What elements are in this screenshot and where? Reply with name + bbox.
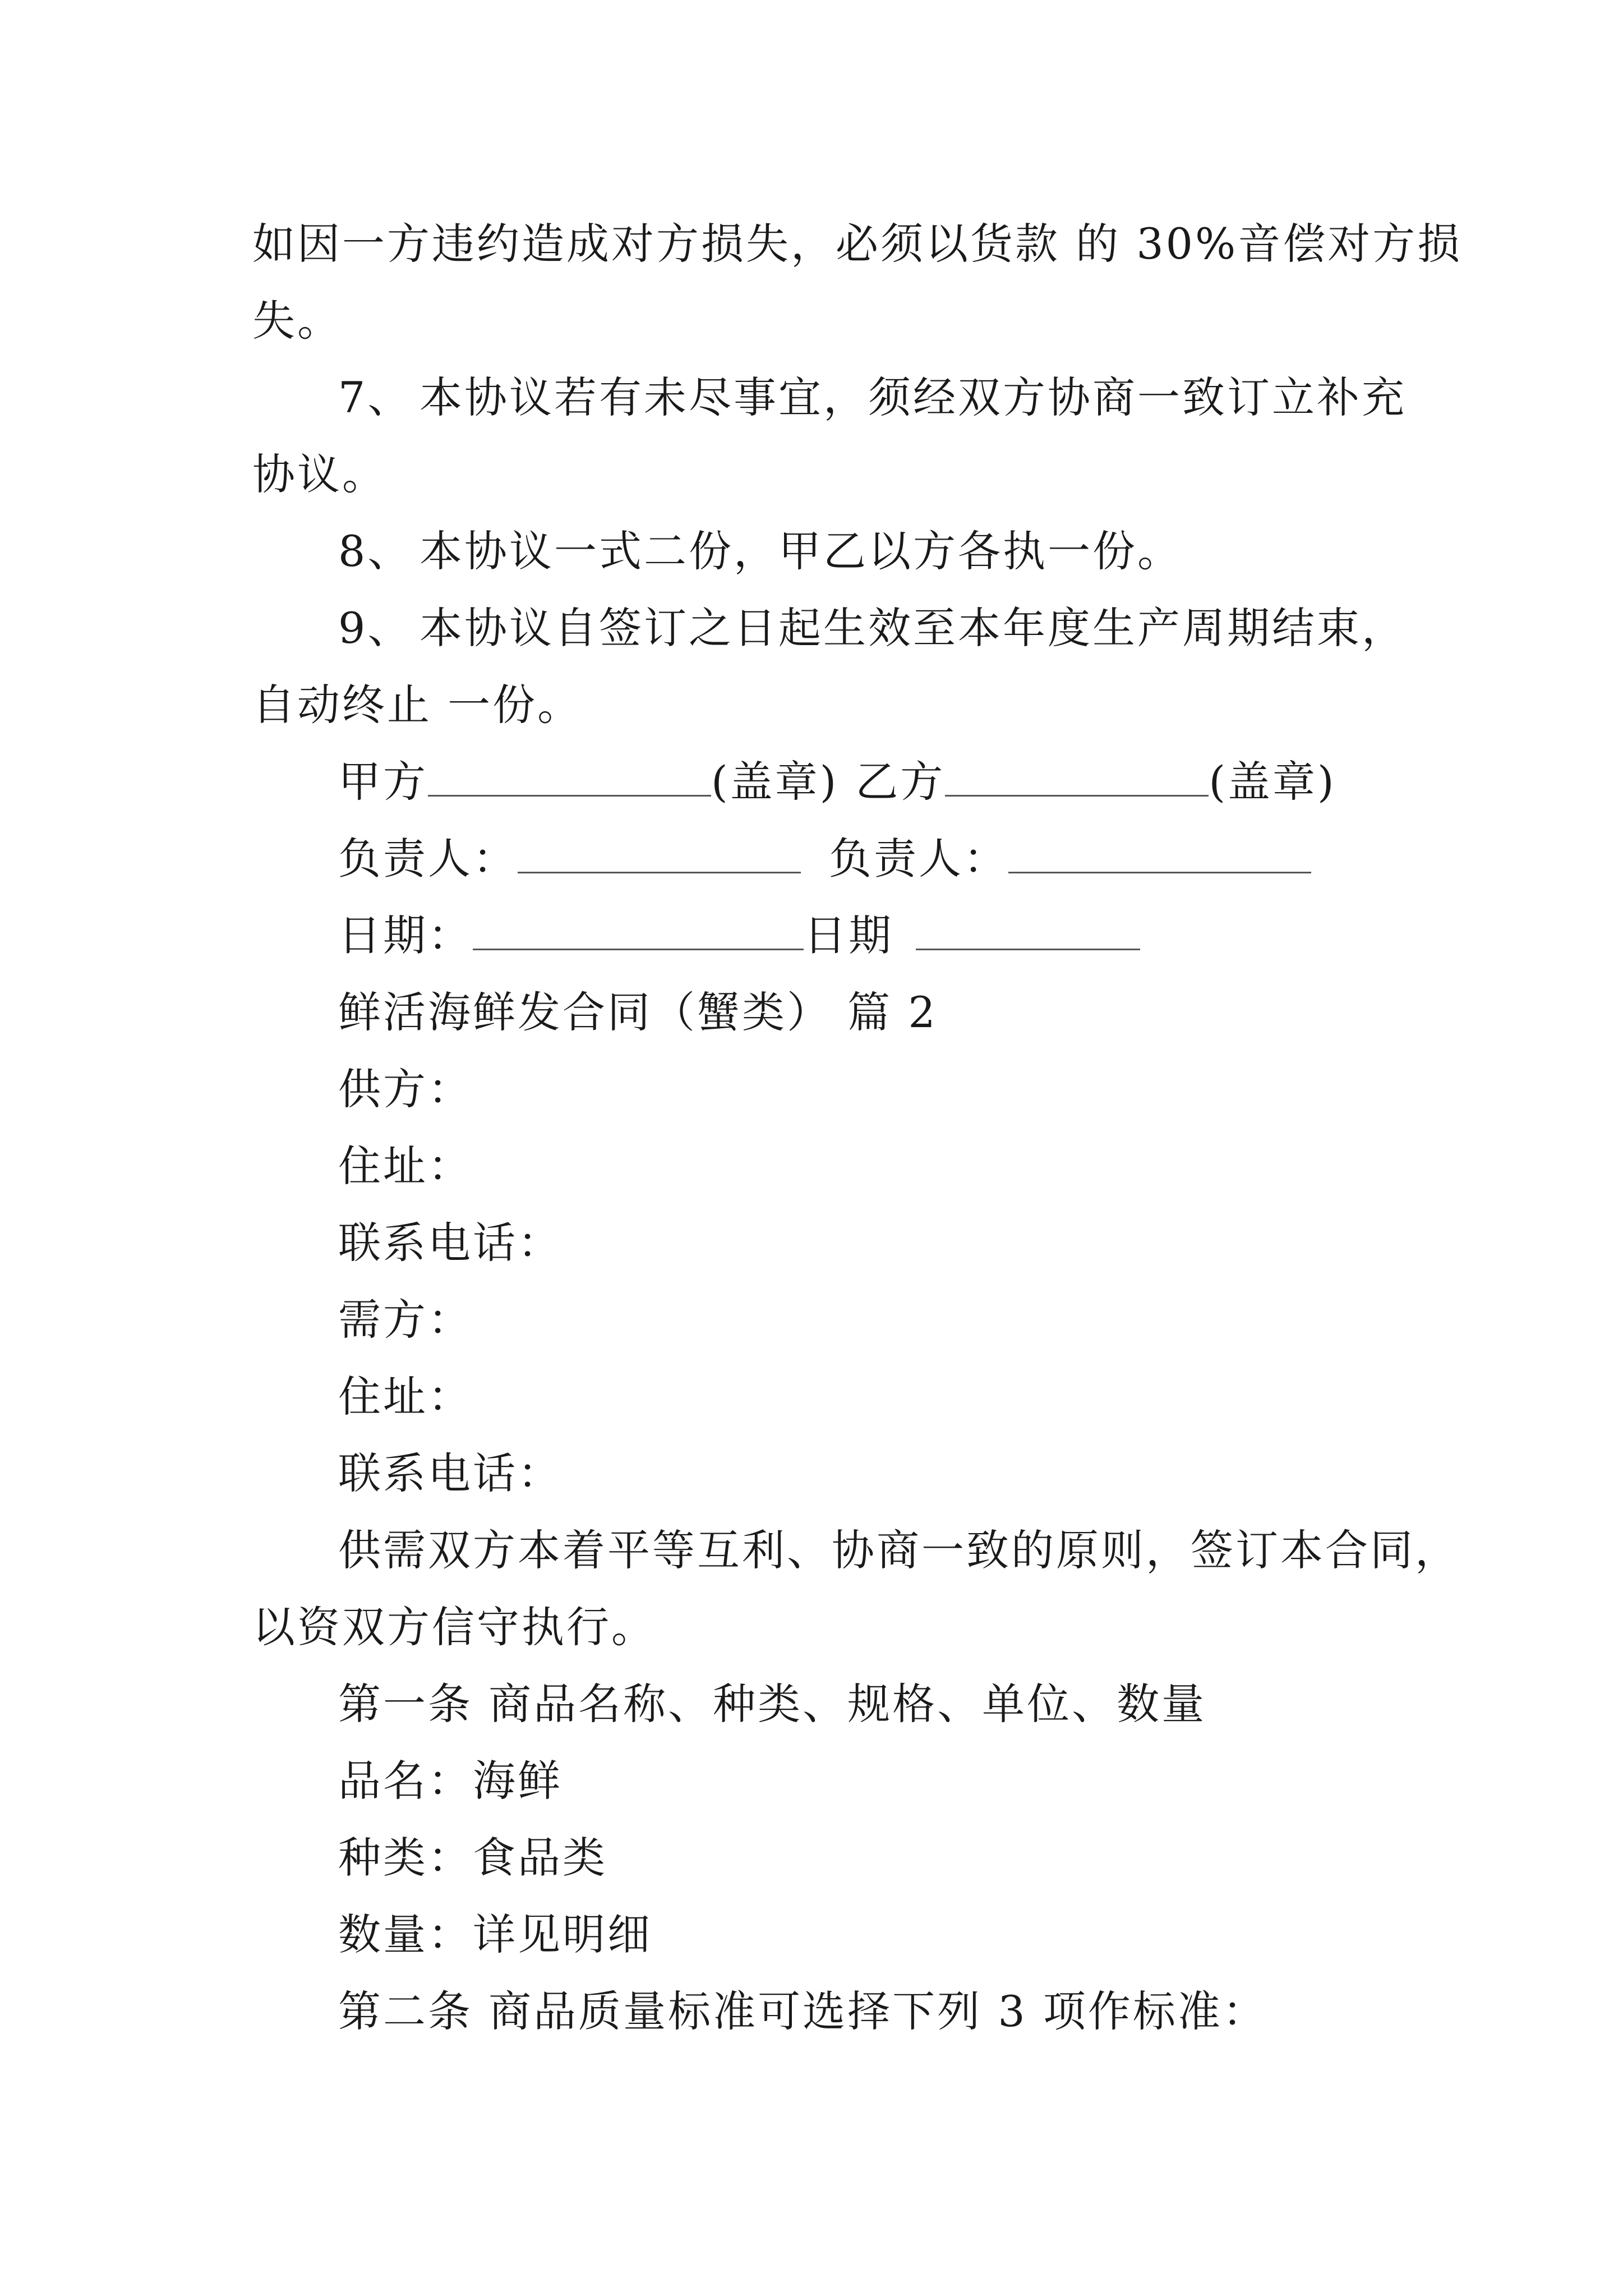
intro-line: 以资双方信守执行。 (252, 1602, 656, 1652)
responsible-b-blank (1008, 866, 1311, 873)
party-b-blank (945, 789, 1209, 797)
intro-line: 供需双方本着平等互利、协商一致的原则，签订本合同， (338, 1525, 1460, 1575)
buyer-label: 需方： (338, 1295, 473, 1345)
buyer-phone-label: 联系电话： (338, 1448, 562, 1498)
clause-9 (338, 600, 1623, 656)
paragraph-line: 失。 (252, 296, 342, 346)
date-b-label: 日期 (804, 910, 893, 960)
party-b-label: 乙方 (855, 757, 946, 807)
contract-title: 鲜活海鲜发合同（蟹类） 篇 2 (338, 987, 938, 1037)
product-category: 种类：食品类 (338, 1833, 607, 1883)
paragraph-line: 自动终止 一份。 (252, 680, 583, 730)
date-a-blank (473, 943, 804, 950)
responsible-a-label: 负责人： (338, 834, 518, 884)
clause-number: 9、 (338, 603, 413, 653)
clause-text: 本协议一式二份，甲乙以方各执一份。 (419, 526, 1182, 576)
party-a-label: 甲方 (338, 757, 428, 807)
responsible-b-label: 负责人： (829, 834, 1008, 884)
product-name: 品名：海鲜 (338, 1756, 562, 1806)
date-b-blank (916, 943, 1140, 950)
clause-8 (338, 523, 1623, 579)
clause-7 (338, 370, 1623, 426)
signature-party-line (338, 754, 1623, 810)
clause-text: 本协议自签订之日起生效至本年度生产周期结束， (419, 603, 1407, 653)
article-1-heading: 第一条 商品名称、种类、规格、单位、数量 (338, 1679, 1207, 1729)
signature-date-line (338, 908, 1623, 964)
article-2-heading: 第二条 商品质量标准可选择下列 3 项作标准： (338, 1986, 1267, 2036)
paragraph-line: 如因一方违约造成对方损失，必须以货款 的 30%音偿对方损 (252, 219, 1463, 269)
product-quantity: 数量：详见明细 (338, 1910, 652, 1959)
signature-responsible-line (338, 831, 1623, 887)
party-b-seal: (盖章) (1209, 757, 1336, 807)
clause-text: 本协议若有未尽事宜，须经双方协商一致订立补充 (419, 372, 1407, 422)
paragraph-line: 协议。 (252, 449, 387, 499)
clause-number: 8、 (338, 526, 413, 576)
party-a-seal: (盖章) (711, 757, 839, 807)
supplier-address-label: 住址： (338, 1141, 473, 1191)
clause-number: 7、 (338, 372, 413, 422)
party-a-blank (428, 789, 711, 797)
buyer-address-label: 住址： (338, 1372, 473, 1421)
date-a-label: 日期： (338, 910, 473, 960)
responsible-a-blank (518, 866, 801, 873)
supplier-phone-label: 联系电话： (338, 1218, 562, 1268)
supplier-label: 供方： (338, 1064, 473, 1114)
